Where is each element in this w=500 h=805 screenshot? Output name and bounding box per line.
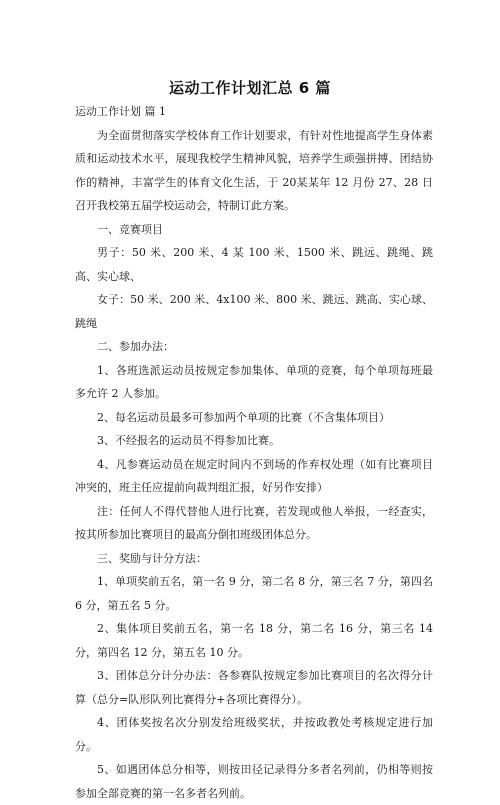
document-body — [75, 100, 433, 805]
paragraph-score-4: 4、团体奖按名次分别发给班级奖状，并按政教处考核规定进行加分。 — [75, 716, 433, 753]
paragraph-score-2: 2、集体项目奖前五名，第一名 18 分，第二名 16 分，第三名 14 分，第四名 12 分，第五名 10 分。 — [75, 622, 433, 659]
paragraph-rule-2: 2、每名运动员最多可参加两个单项的比赛（不含集体项目） — [97, 410, 390, 424]
paragraph-men-events: 男子：50 米、200 米、4 某 100 米、1500 米、跳远、跳绳、跳高、实心球、 — [75, 246, 433, 283]
paragraph-rule-4: 4、凡参赛运动员在规定时间内不到场的作弃权处理（如有比赛项目冲突的，班主任应提前向裁判组汇报，好另作安排） — [75, 457, 433, 494]
paragraph-score-3: 3、团体总分计分办法：各参赛队按规定参加比赛项目的名次得分计算（总分=队形队列比赛得分+各项比赛得分）。 — [75, 669, 433, 706]
paragraph-score-5: 5、如遇团体总分相等，则按田径记录得分多者名列前，仍相等则按参加全部竞赛的第一名多者名列前。 — [75, 763, 433, 800]
paragraph-rule-3: 3、不经报名的运动员不得参加比赛。 — [97, 434, 280, 447]
paragraph-note: 注：任何人不得代替他人进行比赛，若发现或他人举报，一经查实，按其所参加比赛项目的最高分倒扣班级团体总分。 — [75, 504, 433, 541]
document-title: 运动工作计划汇总 6 篇 — [169, 79, 331, 97]
paragraph-rule-1: 1、各班选派运动员按规定参加集体、单项的竞赛，每个单项每班最多允许 2 人参加。 — [75, 363, 433, 400]
paragraph-intro: 为全面贯彻落实学校体育工作计划要求，有针对性地提高学生身体素质和运动技术水平，展现我校学生精神风貌，培养学生顽强拼搏、团结协作的精神，丰富学生的体育文化生活，于 20某某年 12 月份 27、28 日召开我校第五届学校运动会，特制订此方案。 — [75, 128, 433, 212]
paragraph-women-events: 女子：50 米、200 米、4x100 米、800 米、跳远、跳高、实心球、跳绳 — [75, 293, 433, 330]
section-heading-scoring: 三、奖励与计分方法： — [97, 551, 207, 565]
section-heading-events: 一、竞赛项目 — [97, 222, 163, 236]
section-heading-participation: 二、参加办法： — [97, 340, 174, 353]
document-subtitle: 运动工作计划 篇 1 — [75, 105, 166, 118]
paragraph-score-1: 1、单项奖前五名，第一名 9 分，第二名 8 分，第三名 7 分，第四名 6 分，第五名 5 分。 — [75, 575, 433, 612]
